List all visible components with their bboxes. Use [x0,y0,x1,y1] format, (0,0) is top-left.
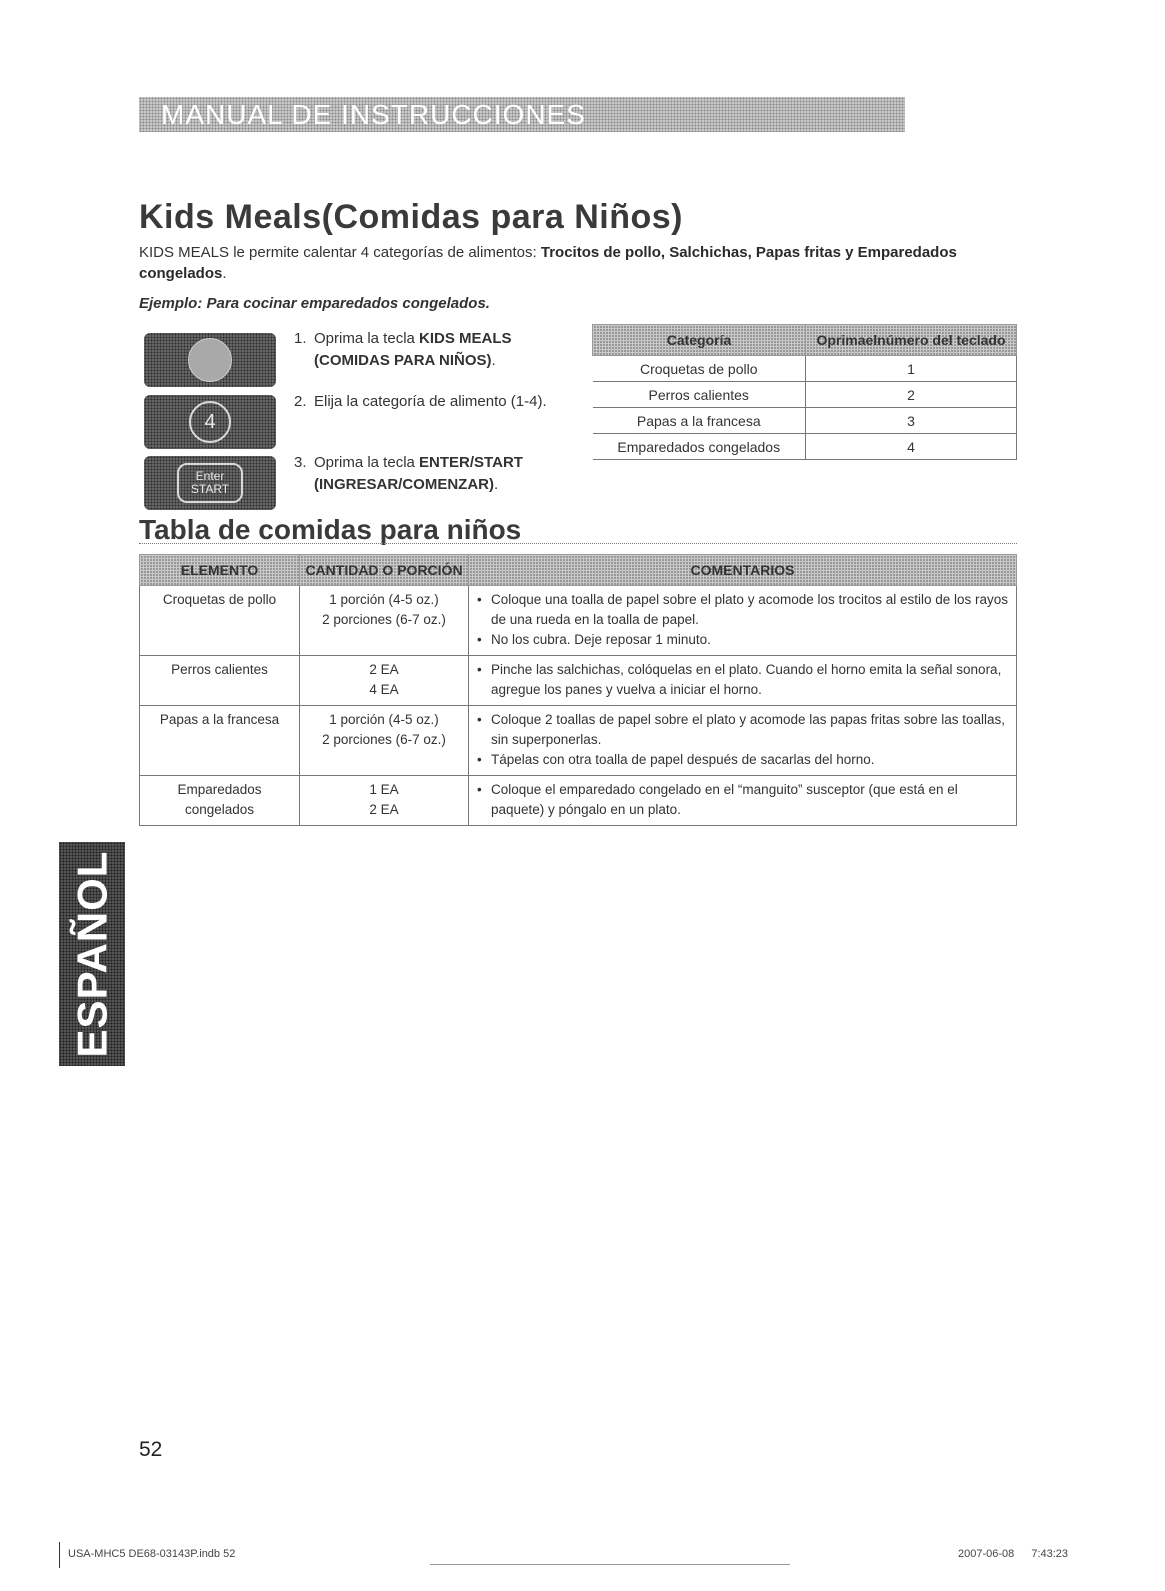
comments-cell [469,706,1017,776]
quantity-cell [300,776,469,826]
quantity-line: 1 EA [369,782,399,797]
quantity-line: 2 EA [369,802,399,817]
step-1 [294,328,584,372]
comments-header: COMENTARIOS [469,555,1017,586]
bullet-icon: • [477,662,482,677]
comment-text: Tápelas con otra toalla de papel después de sacarlas del horno. [491,752,875,767]
quantity-cell [300,656,469,706]
step-number: 1. [294,330,307,347]
quantity-header: CANTIDAD O PORCIÓN [300,555,469,586]
item-cell: Papas a la francesa [140,706,300,776]
quantity-line: 1 porción (4-5 oz.) [329,592,439,607]
number-cell: 3 [806,408,1017,434]
bullet-icon: • [477,592,482,607]
category-cell: Croquetas de pollo [593,356,806,382]
table-row [593,408,1017,434]
footer-time: 7:43:23 [1031,1548,1069,1560]
comment-bullet [477,750,1010,770]
quantity-cell [300,706,469,776]
comments-cell [469,586,1017,656]
step-end: . [494,476,499,493]
category-cell: Perros calientes [593,382,806,408]
enter-start-icon [177,463,243,503]
intro-paragraph [139,242,1019,284]
comment-text: Pinche las salchichas, colóquelas en el plato. Cuando el horno emita la señal sonora, agregue los panes y vuelva a iniciar el horno. [491,662,1002,697]
comment-text: No los cubra. Deje reposar 1 minuto. [491,632,711,647]
quantity-line: 2 porciones (6-7 oz.) [322,612,446,627]
category-cell: Papas a la francesa [593,408,806,434]
table-row [140,776,1017,826]
page-number: 52 [139,1438,163,1461]
step-key-name: KIDS MEALS [419,330,512,347]
manual-header-banner: MANUAL DE INSTRUCCIONES [139,97,905,132]
table-row [593,382,1017,408]
intro-end: . [222,265,227,282]
step-text: Oprima la tecla [314,454,420,471]
comment-bullet [477,780,1010,820]
footer-file-info: USA-MHC5 DE68-03143P.indb 52 [68,1548,236,1560]
category-cell: Emparedados congelados [593,434,806,460]
table-row [593,356,1017,382]
example-heading: Ejemplo: Para cocinar emparedados congelados. [139,295,490,312]
quantity-line: 1 porción (4-5 oz.) [329,712,439,727]
step-end: . [491,352,496,369]
comment-bullet [477,660,1010,700]
comment-bullet [477,590,1010,630]
page-title: Kids Meals(Comidas para Niños) [139,198,684,236]
bullet-icon: • [477,712,482,727]
comment-bullet [477,630,1010,650]
step-key-name-es: (INGRESAR/COMENZAR) [314,476,494,493]
number-cell: 2 [806,382,1017,408]
quantity-line: 4 EA [369,682,399,697]
step-2 [294,391,584,413]
bullet-icon: • [477,632,482,647]
section-divider [139,543,1017,544]
comments-cell [469,776,1017,826]
step-number: 3. [294,454,307,471]
step-key-name: ENTER/START [419,454,523,471]
comment-text: Coloque una toalla de papel sobre el plato y acomode los trocitos al estilo de los rayos de una rueda en la toalla de papel. [491,592,1009,627]
section-title: Tabla de comidas para niños [139,514,522,545]
table-row [593,434,1017,460]
number-four-icon: 4 [189,401,231,443]
step-key-name-es: (COMIDAS PARA NIÑOS) [314,352,492,369]
intro-text: KIDS MEALS le permite calentar 4 categorías de alimentos: [139,244,541,261]
category-header: Categoría [593,325,806,356]
footer-date: 2007-06-08 [958,1548,1015,1560]
item-line: congelados [184,802,255,817]
item-cell [140,776,300,826]
table-row [140,656,1017,706]
comment-text: Coloque 2 toallas de papel sobre el plato y acomode las papas fritas sobre las toallas, sin superponerlas. [491,712,1006,747]
round-button-icon [188,338,232,382]
keypad-number-header: Oprimaelnúmero del teclado [806,325,1017,356]
kids-meals-key-illustration [144,333,276,387]
item-cell: Perros calientes [140,656,300,706]
quantity-cell [300,586,469,656]
footer-crop-mark [59,1542,60,1568]
step-number: 2. [294,393,307,410]
comments-cell [469,656,1017,706]
number-key-illustration [144,395,276,449]
enter-start-key-illustration [144,456,276,510]
enter-label: Enter [195,469,225,483]
bullet-icon: • [477,782,482,797]
quantity-line: 2 porciones (6-7 oz.) [322,732,446,747]
quantity-line: 2 EA [369,662,399,677]
step-text: Elija la categoría de alimento (1-4). [314,393,547,410]
item-line: Emparedados [177,782,262,797]
table-row [140,706,1017,776]
table-row [140,586,1017,656]
language-label: ESPAÑOL [68,850,116,1058]
language-side-tab [59,842,125,1066]
footer-timestamp [958,1548,1068,1560]
comment-bullet [477,710,1010,750]
kids-meals-table [139,554,1017,826]
footer-rule [430,1564,790,1565]
category-table [592,324,1017,460]
number-cell: 4 [806,434,1017,460]
item-header: ELEMENTO [140,555,300,586]
intro-categories: Trocitos de pollo, Salchichas, Papas fritas y Emparedados congelados [139,244,957,282]
comment-text: Coloque el emparedado congelado en el “manguito” susceptor (que está en el paquete) y póngalo en un plato. [491,782,958,817]
bullet-icon: • [477,752,482,767]
step-3 [294,452,584,496]
item-cell: Croquetas de pollo [140,586,300,656]
step-text: Oprima la tecla [314,330,420,347]
number-cell: 1 [806,356,1017,382]
start-label: START [190,482,230,496]
